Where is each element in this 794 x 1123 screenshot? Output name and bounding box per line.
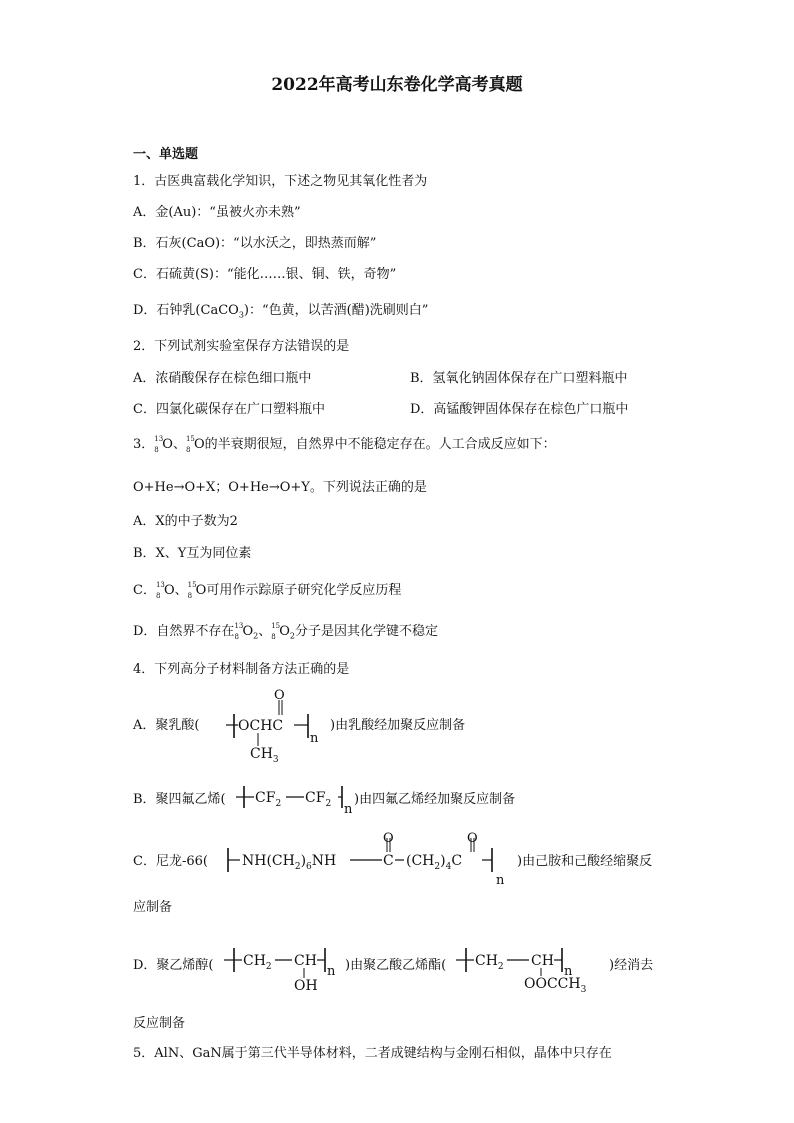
svg-text:n: n — [496, 873, 505, 888]
svg-text:n: n — [564, 964, 573, 979]
svg-text:C: C — [383, 853, 394, 869]
svg-text:CH3: $CH_3$ — [250, 746, 279, 765]
q3-option-b: B．X、Y互为同位素 — [133, 546, 252, 561]
q2-stem: 2．下列试剂实验室保存方法错误的是 — [133, 339, 350, 354]
q2-option-b: B．氢氧化钠固体保存在广口塑料瓶中 — [410, 371, 628, 386]
svg-text:NH(CH2)6NH: $NH(CH_2)_6NH$ — [242, 853, 337, 872]
q3-equation: O+He→O+X；O+He→O+Y。下列说法正确的是 — [133, 480, 427, 495]
svg-text:O: O — [467, 831, 478, 846]
svg-text:CH2: $CH_2$ — [475, 953, 504, 972]
q3-option-d: D．自然界不存在 13 8 $O_2$、 15 8 $O_2$分子是因其化学键不稳定 — [133, 622, 438, 641]
page-title: 2022年高考山东卷化学高考真题 — [271, 75, 523, 95]
q4-option-d-middle: )由聚乙酸乙烯酯( — [345, 958, 447, 973]
svg-text:n: n — [327, 964, 336, 979]
q4-option-c-suffix: )由己胺和己酸经缩聚反 — [517, 854, 653, 869]
q5-stem: 5．AlN、GaN属于第三代半导体材料，二者成键结构与金刚石相似，晶体中只存在 — [133, 1046, 612, 1061]
q4-option-b-suffix: )由四氟乙烯经加聚反应制备 — [354, 792, 516, 807]
q3-option-c: C． 13 8 O、 15 8 O可用作示踪原子研究化学反应历程 — [133, 581, 402, 600]
pva-structure — [222, 940, 350, 994]
svg-text:CF2: $CF_2$ — [255, 790, 282, 809]
q1-option-a: A．金(Au)：“虽被火亦未熟” — [133, 205, 301, 220]
svg-text:n: n — [310, 731, 319, 746]
q1-option-d: D．石钟乳(CaCO$_3$)：“色黄，以苦酒(醋)洗刷则白” — [133, 303, 429, 320]
svg-text:CH: CH — [531, 953, 554, 969]
q4-option-b-prefix: B．聚四氟乙烯( — [133, 792, 226, 807]
ptfe-structure — [234, 780, 353, 817]
svg-text:(CH2)4C: $(CH_2)_4C$ — [406, 853, 463, 872]
section-heading: 一、单选题 — [133, 147, 199, 162]
polylactic-acid-structure — [222, 688, 332, 764]
svg-text:CH: CH — [294, 953, 317, 969]
q4-option-c-prefix: C．尼龙-66( — [133, 854, 208, 869]
q4-option-d-suffix: )经消去 — [609, 958, 654, 973]
q4-option-a-prefix: A．聚乳酸( — [133, 718, 200, 733]
q1-option-c: C．石硫黄(S)：“能化……银、铜、铁，奇物” — [133, 267, 397, 282]
q3-option-a: A．X的中子数为2 — [133, 514, 238, 529]
q4-option-a-suffix: )由乳酸经加聚反应制备 — [330, 718, 466, 733]
q2-option-d: D．高锰酸钾固体保存在棕色广口瓶中 — [410, 402, 629, 417]
pvac-structure — [454, 940, 614, 994]
q2-option-a: A．浓硝酸保存在棕色细口瓶中 — [133, 371, 312, 386]
q1-option-b: B．石灰(CaO)：“以水沃之，即热蒸而解” — [133, 236, 377, 251]
q3-stem: 3． 13 8 O、 15 8 O的半衰期很短，自然界中不能稳定存在。人工合成反应如下： — [133, 435, 556, 454]
q4-stem: 4．下列高分子材料制备方法正确的是 — [133, 662, 350, 677]
svg-text:OCHC: OCHC — [238, 718, 284, 734]
q1-stem: 1．古医典富载化学知识，下述之物见其氧化性者为 — [133, 174, 428, 189]
q2-option-c: C．四氯化碳保存在广口塑料瓶中 — [133, 402, 325, 417]
nylon-66-structure — [220, 832, 520, 888]
svg-text:O: O — [383, 831, 394, 846]
svg-text:OH: OH — [294, 978, 318, 994]
svg-text:O: O — [274, 688, 285, 703]
svg-text:n: n — [344, 802, 353, 817]
svg-text:CH2: $CH_2$ — [243, 953, 272, 972]
q4-option-d-prefix: D．聚乙烯醇( — [133, 958, 214, 973]
svg-text:CF2: $CF_2$ — [305, 790, 332, 809]
svg-text:OOCCH3: $OOCCH_3$ — [524, 976, 587, 995]
q4-option-c-continuation: 应制备 — [133, 900, 173, 915]
q4-option-d-continuation: 反应制备 — [133, 1016, 186, 1031]
